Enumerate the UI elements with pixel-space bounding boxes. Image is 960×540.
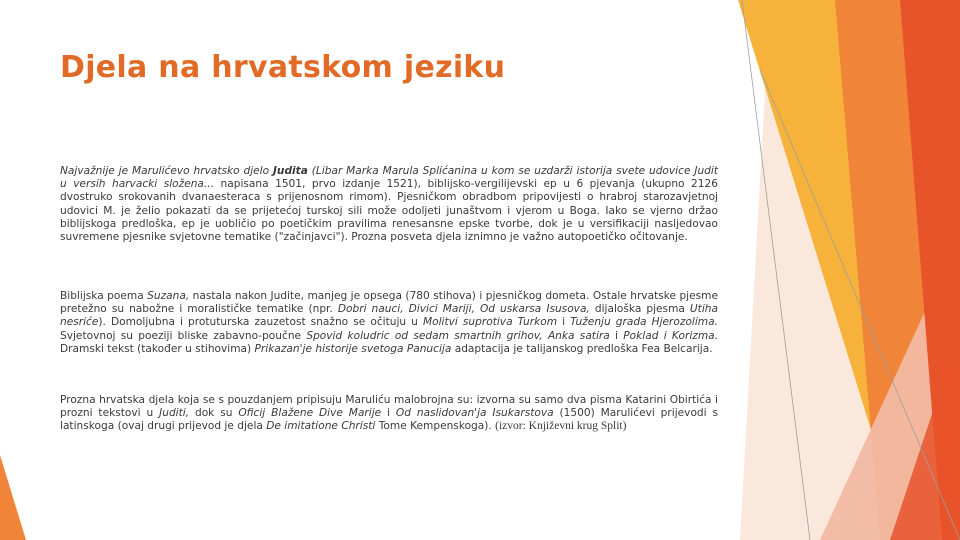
text-run: Utiha nesriće bbox=[60, 303, 718, 329]
left-corner-triangle bbox=[0, 455, 26, 540]
text-run: (Libar Marka Marula Splićanina u kom se uzdarži istorija svete udovice Judit u versih harvacki složena... bbox=[60, 165, 718, 191]
text-run: Poklad i Korizma. bbox=[623, 329, 719, 342]
text-run: i bbox=[381, 407, 396, 420]
text-run: (izvor: Književni krug Split) bbox=[495, 420, 627, 433]
text-run: (1500) Marulićevi prijevodi s latinskoga (ovaj drugi prijevod je djela bbox=[60, 407, 718, 433]
paragraph-suzana bbox=[60, 290, 718, 356]
text-run: Oficij Blažene Dive Marije bbox=[238, 407, 382, 420]
text-run: adaptacija je talijanskog predloška Fea Belcarija. bbox=[451, 342, 713, 355]
text-run: Svjetovnoj su poeziji bliske zabavno-poučne bbox=[60, 329, 307, 342]
text-run: i bbox=[557, 316, 571, 329]
text-run: Dobri nauci, Divici Mariji, Od uskarsa Isusova, bbox=[337, 303, 590, 316]
text-run: Od naslidovan'ja Isukarstova bbox=[395, 407, 554, 420]
text-run: Tuženju grada Hjerozolima. bbox=[570, 316, 718, 329]
text-run: De imitatione Christi bbox=[266, 420, 376, 433]
text-run: i bbox=[609, 329, 624, 342]
text-run: Spovid koludric od sedam smartnih grihov, Anka satira bbox=[306, 329, 610, 342]
text-run: Suzana, bbox=[147, 290, 190, 302]
text-run: dijaloška pjesma bbox=[589, 303, 690, 316]
slide-title: Djela na hrvatskom jeziku bbox=[60, 50, 506, 85]
text-run: Prikazan'je historije svetoga Panucija bbox=[254, 342, 452, 355]
text-run: Molitvi suprotiva Turkom bbox=[422, 316, 558, 329]
text-run: Prozna hrvatska djela koja se s pouzdanjem pripisuju Maruliću malobrojna su: izvorna su samo dva pisma Katarini Obirtića i prozni tekstovi u bbox=[60, 394, 718, 420]
text-run: Najvažnije je Marulićevo hrvatsko djelo bbox=[60, 165, 273, 177]
text-run: Juditi, bbox=[159, 407, 190, 420]
text-run: Tome Kempenskoga). bbox=[375, 420, 496, 433]
text-run: dok su bbox=[189, 407, 239, 420]
text-run: Biblijska poema bbox=[60, 290, 148, 302]
text-run: Judita bbox=[272, 165, 308, 177]
text-run: Dramski tekst (također u stihovima) bbox=[60, 342, 255, 355]
text-run: ). Domoljubna i protuturska zauzetost snažno se očituju u bbox=[98, 316, 423, 329]
text-run: napisana 1501, prvo izdanje 1521), biblijsko-vergilijevski ep u 6 pjevanja (ukupno 2126 dvostruko srokovanih dvanaesteraca s prijenosnom rimom). Pjesničkom obradbom pripovijesti o hrabroj starozavjetnoj udovici M. je želio pokazati da se prijetećoj turskoj sili može odoljeti junaštvom i vjerom u Boga. Iako se vjerno držao biblijskoga predloška, ep je uobličio po poetičkim pravilima renesansne epske tvorbe, dok je u versifikaciji nasljedovao suvremene pjesnike svjetovne tematike ("začinjavci"). Prozna posveta djela iznimno je važno autopoetičko očitovanje. bbox=[60, 178, 718, 244]
text-run: nastala nakon Judite, manjeg je opsega (780 stihova) i pjesničkog dometa. Ostale hrvatske pjesme pretežno su nabožne i moralističke tematike (npr. bbox=[60, 290, 718, 316]
paragraph-judita bbox=[60, 165, 718, 244]
paragraph-prose-works bbox=[60, 394, 718, 434]
